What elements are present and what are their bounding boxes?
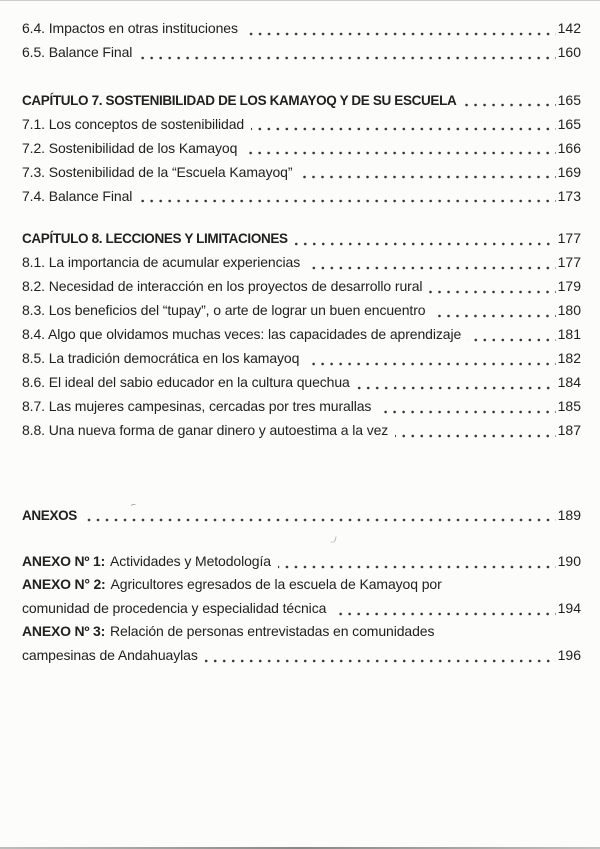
toc-entry-label: Relación de personas entrevistadas en comunidades <box>110 623 435 639</box>
page-number: 190 <box>557 552 581 569</box>
toc-entry-label: 8.6. El ideal del sabio educador en la cultura quechua <box>22 374 350 390</box>
page-number: 166 <box>557 139 581 156</box>
toc-entry <box>22 370 581 394</box>
page-number: 160 <box>557 44 581 60</box>
toc-entry-label: CAPÍTULO 7. SOSTENIBILIDAD DE LOS KAMAYOQ Y DE SU ESCUELA <box>22 92 457 108</box>
toc-chapter-heading <box>22 88 581 112</box>
toc-entry-label: 8.2. Necesidad de interacción en los proyectos de desarrollo rural <box>22 278 423 294</box>
toc-entry-label: ANEXOS <box>22 507 77 523</box>
page-number: 196 <box>557 646 581 663</box>
annex-number-label: ANEXO N° 2: <box>22 576 106 592</box>
page-number: 187 <box>557 422 581 438</box>
toc-entry-label: comunidad de procedencia y especialidad técnica <box>22 599 327 616</box>
dot-leader <box>357 386 556 390</box>
page-number: 169 <box>557 163 581 180</box>
dot-leader <box>251 127 556 131</box>
toc-annex-entry <box>22 573 581 597</box>
toc-entry-label: 8.1. La importancia de acumular experiencias <box>22 254 301 270</box>
page-number: 179 <box>557 278 581 294</box>
toc-entry-label: 7.4. Balance Final <box>22 187 133 204</box>
annex-number-label: ANEXO Nº 3: <box>22 623 106 639</box>
toc-entry <box>22 136 581 160</box>
dot-leader <box>333 612 555 616</box>
section-gap <box>22 527 581 550</box>
toc-annex-entry-continuation <box>22 597 581 621</box>
page-number: 165 <box>557 115 581 132</box>
page-number: 177 <box>557 254 581 270</box>
toc-entry-label: campesinas de Andahuaylas <box>22 646 198 663</box>
toc-entry-label: 7.2. Sostenibilidad de los Kamayoq <box>22 139 238 156</box>
dot-leader <box>139 56 555 60</box>
page-number: 194 <box>557 599 581 616</box>
toc-annex-entry-continuation <box>22 644 581 668</box>
toc-entry-label: 8.3. Los beneficios del “tupay”, o arte de lograr un buen encuentro <box>22 302 426 318</box>
toc-entry-label: 6.4. Impactos en otras instituciones <box>22 20 238 36</box>
section-gap <box>22 64 581 88</box>
annex-number-label: ANEXO Nº 1: <box>22 552 106 569</box>
page-number: 181 <box>557 326 581 342</box>
dot-leader <box>429 290 555 294</box>
toc-entry <box>22 394 581 418</box>
toc-entry <box>22 322 581 346</box>
page-number: 182 <box>557 350 581 366</box>
toc-entry <box>22 160 581 184</box>
page-number: 184 <box>557 374 581 390</box>
dot-leader <box>306 362 555 366</box>
toc-entry <box>22 40 581 64</box>
toc-entry-label: Actividades y Metodología <box>110 552 271 569</box>
dot-leader <box>205 659 556 663</box>
page-number: 180 <box>557 302 581 318</box>
page-number: 142 <box>557 20 581 36</box>
toc-entry <box>22 418 581 442</box>
toc-entry <box>22 250 581 274</box>
section-gap <box>22 208 581 227</box>
toc-annex-entry <box>22 550 581 574</box>
toc-entry-label: 8.7. Las mujeres campesinas, cercadas por tres murallas <box>22 398 372 414</box>
page-number: 173 <box>557 187 581 204</box>
toc-entry-label: 8.4. Algo que olvidamos muchas veces: las capacidades de aprendizaje <box>22 326 462 342</box>
toc-entry-label: CAPÍTULO 8. LECCIONES Y LIMITACIONES <box>22 231 288 246</box>
toc-entry <box>22 112 581 136</box>
page-number: 189 <box>557 506 581 523</box>
toc-entry <box>22 346 581 370</box>
dot-leader <box>139 199 555 203</box>
toc-entry <box>22 184 581 208</box>
page-number: 165 <box>557 91 581 108</box>
page-number: 177 <box>557 230 581 246</box>
toc-annex-entry <box>22 620 581 644</box>
dot-leader <box>307 266 556 270</box>
dot-leader <box>468 338 555 342</box>
toc-entry-label: 7.3. Sostenibilidad de la “Escuela Kamayoq” <box>22 163 293 180</box>
section-gap <box>22 442 581 503</box>
dot-leader <box>278 565 556 569</box>
dot-leader <box>295 242 556 246</box>
dot-leader <box>432 314 555 318</box>
toc-chapter-heading <box>22 226 581 250</box>
dot-leader <box>395 434 555 438</box>
dot-leader <box>244 151 555 155</box>
toc-entry-label: 8.8. Una nueva forma de ganar dinero y autoestima a la vez <box>22 422 389 438</box>
page-number: 185 <box>557 398 581 414</box>
toc-entry <box>22 274 581 298</box>
toc-entry-label: 7.1. Los conceptos de sostenibilidad <box>22 115 245 132</box>
toc-entry <box>22 16 581 40</box>
toc-entry-label: 8.5. La tradición democrática en los kamayoq <box>22 350 300 366</box>
dot-leader <box>299 175 555 179</box>
toc-annex-heading <box>22 503 581 527</box>
toc-entry-label: 6.5. Balance Final <box>22 44 133 60</box>
toc-entry <box>22 298 581 322</box>
dot-leader <box>245 32 556 36</box>
dot-leader <box>84 518 556 522</box>
toc-entry-label: Agricultores egresados de la escuela de Kamayoq por <box>110 576 442 592</box>
dot-leader <box>463 103 555 107</box>
dot-leader <box>378 410 555 414</box>
